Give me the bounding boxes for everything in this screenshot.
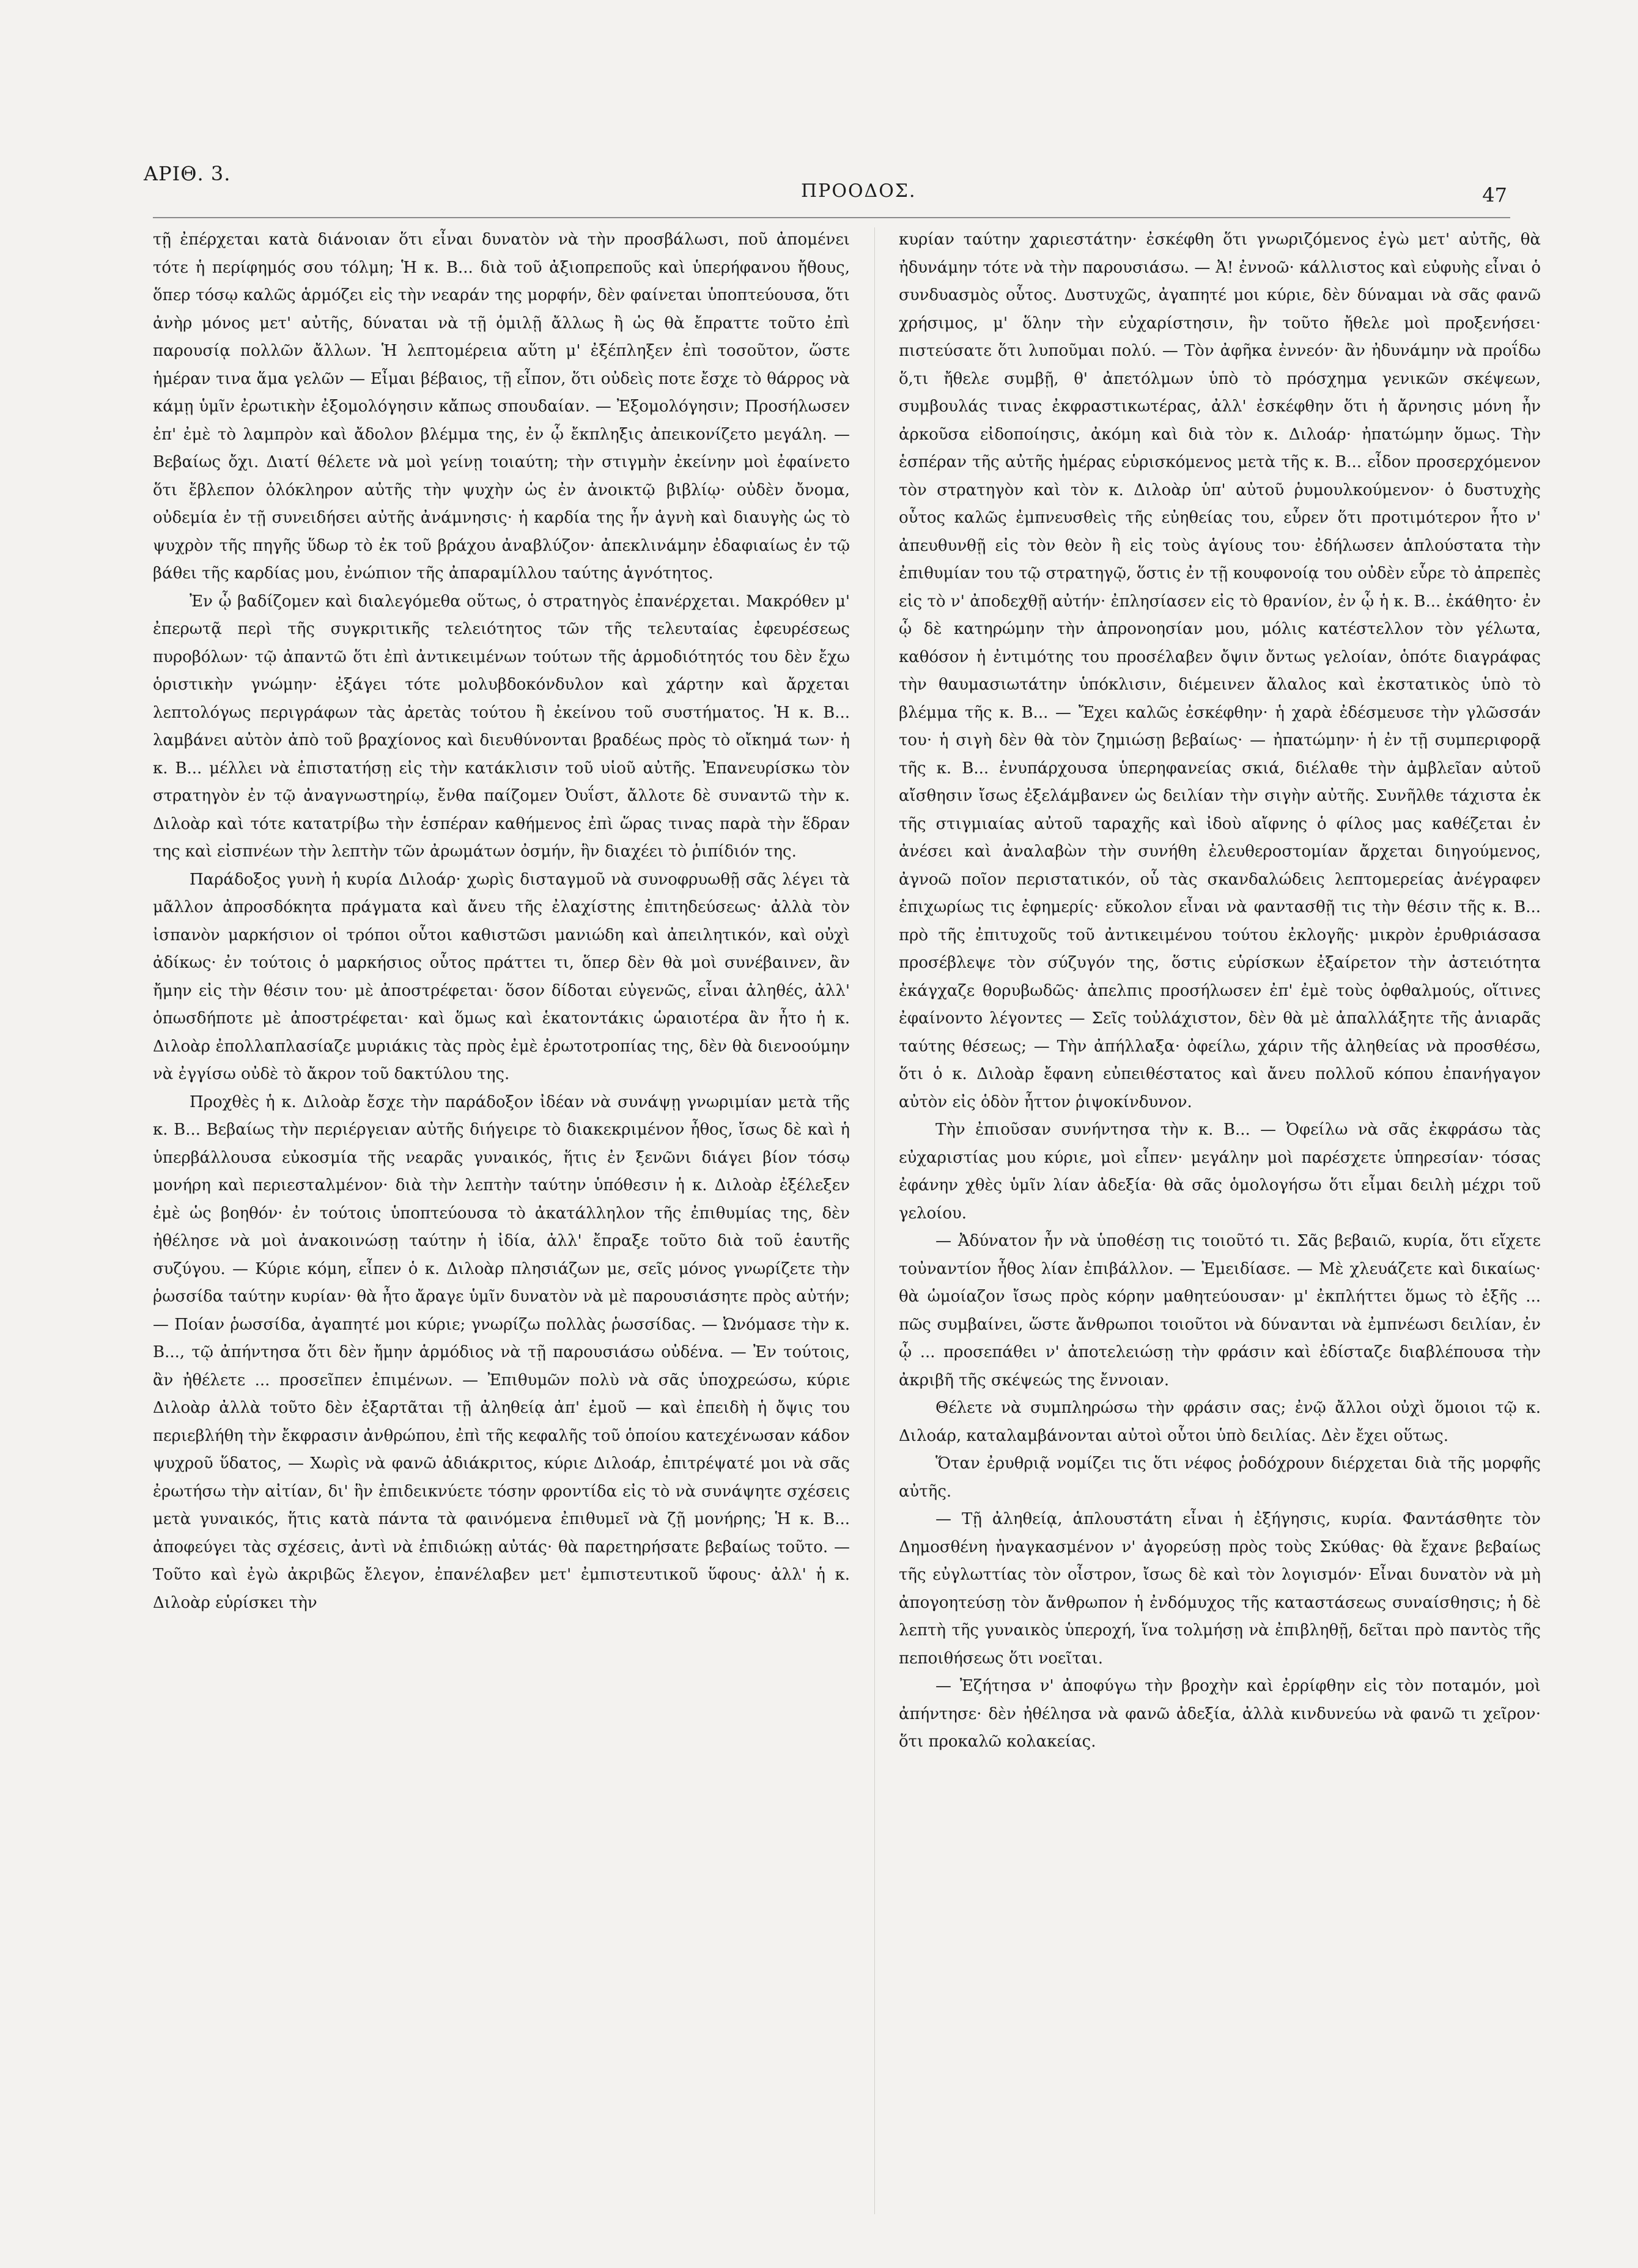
column-divider bbox=[874, 227, 875, 2214]
journal-title: ΠΡΟΟΔΟΣ. bbox=[801, 180, 917, 202]
right-column bbox=[899, 226, 1541, 2213]
left-paragraph-4: Προχθὲς ἡ κ. Διλοὰρ ἔσχε τὴν παράδοξον ἰδέαν νὰ συνάψῃ γνωριμίαν μετὰ τῆς κ. Β... Βεβαίως τὴν περιέργειαν αὐτῆς διήγειρε τὸ διακεκριμένον ἦθος, ἴσως δὲ καὶ ἡ ὑπερβάλλουσα εὐκοσμία τῆς νεαρᾶς γυναικός, ἥτις ἐν ξενῶνι διάγει βίον τόσῳ μονήρη καὶ περιεσταλμένον· διὰ τὴν λεπτὴν ταύτην ὑπόθεσιν ἡ κ. Διλοὰρ ἐξέλεξεν ἐμὲ ὡς βοηθόν· ἐν τούτοις ὑποπτεύουσα τὸ ἀκατάλληλον τῆς ἐπιθυμίας της, δὲν ἠθέλησε νὰ μοὶ ἀνακοινώσῃ ταύτην ἡ ἰδία, ἀλλ' ἔπραξε τοῦτο διὰ τοῦ ἑαυτῆς συζύγου. — Κύριε κόμη, εἶπεν ὁ κ. Διλοὰρ πλησιάζων με, σεῖς μόνος γνωρίζετε τὴν ῥωσσίδα ταύτην κυρίαν· θὰ ἦτο ἄραγε ὑμῖν δυνατὸν νὰ μὲ παρουσιάσητε πρὸς αὐτήν; — Ποίαν ῥωσσίδα, ἀγαπητέ μοι κύριε; γνωρίζω πολλὰς ῥωσσίδας. — Ὠνόμασε τὴν κ. Β..., τῷ ἀπήντησα ὅτι δὲν ἤμην ἁρμόδιος νὰ τῇ παρουσιάσω οὐδένα. — Ἐν τούτοις, ἂν ἠθέλετε ... προσεῖπεν ἐπιμένων. — Ἐπιθυμῶν πολὺ νὰ σᾶς ὑποχρεώσω, κύριε Διλοὰρ ἀλλὰ τοῦτο δὲν ἐξαρτᾶται τῇ ἀληθείᾳ ἀπ' ἐμοῦ — καὶ ἐπειδὴ ἡ ὄψις του περιεβλήθη τὴν ἔκφρασιν ἀνθρώπου, ἐπὶ τῆς κεφαλῆς τοῦ ὁποίου κατεχένωσαν κάδον ψυχροῦ ὕδατος, — Χωρὶς νὰ φανῶ ἀδιάκριτος, κύριε Διλοάρ, ἐπιτρέψατέ μοι νὰ σᾶς ἐρωτήσω τὴν αἰτίαν, δι' ἣν ἐπιδεικνύετε τόσην φροντίδα εἰς τὸ νὰ συνάψητε σχέσεις μετὰ γυναικός, ἥτις κατὰ πάντα τὰ φαινόμενα ἐπιθυμεῖ νὰ ζῇ μονήρης; Ἡ κ. Β... ἀποφεύγει τὰς σχέσεις, ἀντὶ νὰ ἐπιδιώκῃ αὐτάς· θὰ παρετηρήσατε βεβαίως τοῦτο. — Τοῦτο καὶ ἐγὼ ἀκριβῶς ἔλεγον, ἐπανέλαβεν μετ' ἐμπιστευτικοῦ ὕφους· ἀλλ' ἡ κ. Διλοὰρ εὑρίσκει τὴν bbox=[153, 1092, 850, 1612]
right-paragraph-3: — Ἀδύνατον ἦν νὰ ὑποθέσῃ τις τοιοῦτό τι. Σᾶς βεβαιῶ, κυρία, ὅτι εἴχετε τοὐναντίον ἦθος λίαν ἐπιβάλλον. — Ἐμειδίασε. — Μὲ χλευάζετε καὶ δικαίως· θὰ ὡμοίαζον ἴσως πρὸς κόρην μαθητεύουσαν· μ' ἐκπλήττει ὅμως τὸ ἐξῆς ... πῶς συμβαίνει, ὥστε ἄνθρωποι τοιοῦτοι νὰ δύνανται νὰ ἐμπνέωσι δειλίαν, ἐν ᾧ ... προσεπάθει ν' ἀποτελειώσῃ τὴν φράσιν καὶ ἐδίσταζε διαβλέπουσα τὴν ἀκριβῆ τῆς σκέψεώς της ἔννοιαν. bbox=[899, 1232, 1541, 1390]
left-column bbox=[153, 226, 850, 2213]
left-paragraph-1: τῇ ἐπέρχεται κατὰ διάνοιαν ὅτι εἶναι δυνατὸν νὰ τὴν προσβάλωσι, ποῦ ἀπομένει τότε ἡ περίφημός σου τόλμη; Ἡ κ. Β... διὰ τοῦ ἀξιοπρεποῦς καὶ ὑπερήφανου ἤθους, ὅπερ τόσῳ καλῶς ἁρμόζει εἰς τὴν νεαράν της μορφήν, δὲν φαίνεται ὑποπτεύουσα, ὅτι ἀνὴρ μόνος μετ' αὐτῆς, δύναται νὰ τῇ ὁμιλῇ ἄλλως ἢ ὡς θὰ ἔπραττε τοῦτο ἐπὶ παρουσίᾳ πολλῶν ἄλλων. Ἡ λεπτομέρεια αὕτη μ' ἐξέπληξεν ἐπὶ τοσοῦτον, ὥστε ἡμέραν τινα ἅμα γελῶν — Εἶμαι βέβαιος, τῇ εἶπον, ὅτι οὐδεὶς ποτε ἔσχε τὸ θάρρος νὰ κάμῃ ὑμῖν ἐρωτικὴν ἐξομολόγησιν κἄπως σπουδαίαν. — Ἐξομολόγησιν; Προσήλωσεν ἐπ' ἐμὲ τὸ λαμπρὸν καὶ ἄδολον βλέμμα της, ἐν ᾧ ἔκπληξις ἀπεικονίζετο μεγάλη. — Βεβαίως ὄχι. Διατί θέλετε νὰ μοὶ γείνῃ τοιαύτη; τὴν στιγμὴν ἐκείνην μοὶ ἐφαίνετο ὅτι ἔβλεπον ὁλόκληρον αὐτῆς τὴν ψυχὴν ὡς ἐν ἀνοικτῷ βιβλίῳ· οὐδὲν ὄνομα, οὐδεμία ἐν τῇ συνειδήσει αὐτῆς ἀνάμνησις· ἡ καρδία της ἦν ἁγνὴ καὶ διαυγὴς ὡς τὸ ψυχρὸν τῆς πηγῆς ὕδωρ τὸ ἐκ τοῦ βράχου ἀναβλύζον· ἀπεκλινάμην ἐδαφιαίως ἐν τῷ βάθει τῆς καρδίας μου, ἐνώπιον τῆς ἀπαραμίλλου ταύτης ἁγνότητος. bbox=[153, 230, 850, 583]
left-paragraph-3: Παράδοξος γυνὴ ἡ κυρία Διλοάρ· χωρὶς δισταγμοῦ νὰ συνοφρυωθῇ σᾶς λέγει τὰ μᾶλλον ἀπροσδόκητα πράγματα καὶ ἄνευ τῆς ἐλαχίστης ἐπιτηδεύσεως· ἀλλὰ τὸν ἰσπανὸν μαρκήσιον οἱ τρόποι οὗτοι καθιστῶσι μανιώδη καὶ ἀπειλητικόν, καὶ οὐχὶ ἀδίκως· ἐν τούτοις ὁ μαρκήσιος οὗτος πράττει τι, ὅπερ δὲν θὰ μοὶ συνέβαινεν, ἂν ἤμην εἰς τὴν θέσιν του· μὲ ἀποστρέφεται· ὅσον δίδοται εὐγενῶς, εἶναι ἀληθές, ἀλλ' ὁπωσδήποτε μὲ ἀποστρέφεται· καὶ ὅμως καὶ ἑκατοντάκις ὡραιοτέρα ἂν ἦτο ἡ κ. Διλοὰρ ἐπολλαπλασίαζε μυριάκις τὰς πρὸς ἐμὲ ἐρωτοτροπίας της, δὲν θὰ διενοούμην νὰ ἐγγίσω οὐδὲ τὸ ἄκρον τοῦ δακτύλου της. bbox=[153, 870, 850, 1083]
right-paragraph-1: κυρίαν ταύτην χαριεστάτην· ἐσκέφθη ὅτι γνωριζόμενος ἐγὼ μετ' αὐτῆς, θὰ ἠδυνάμην τότε νὰ τὴν παρουσιάσω. — Ἀ! ἐννοῶ· κάλλιστος καὶ εὐφυὴς εἶναι ὁ συνδυασμὸς οὗτος. Δυστυχῶς, ἀγαπητέ μοι κύριε, δὲν δύναμαι νὰ σᾶς φανῶ χρήσιμος, μ' ὅλην τὴν εὐχαρίστησιν, ἣν τοῦτο ἤθελε μοὶ προξενήσει· πιστεύσατε ὅτι λυποῦμαι πολύ. — Τὸν ἀφῆκα ἐννεόν· ἂν ἠδυνάμην νὰ προΐδω ὅ,τι ἤθελε συμβῇ, θ' ἀπετόλμων ὑπὸ τὸ πρόσχημα γενικῶν σκέψεων, συμβουλάς τινας ἐκφραστικωτέρας, ἀλλ' ἐσκέφθην ὅτι ἡ ἄρνησις μόνη ἦν ἀρκοῦσα εἰδοποίησις, ἀκόμη καὶ διὰ τὸν κ. Διλοάρ· ἠπατώμην ὅμως. Τὴν ἑσπέραν τῆς αὐτῆς ἡμέρας εὑρισκόμενος μετὰ τῆς κ. Β... εἶδον προσερχόμενον τὸν στρατηγὸν καὶ τὸν κ. Διλοὰρ ὑπ' αὐτοῦ ῥυμουλκούμενον· ὁ δυστυχὴς οὗτος καλῶς ἐμπνευσθεὶς τῆς εὐηθείας του, εὗρεν ὅτι προτιμότερον ἦτο ν' ἀπευθυνθῇ εἰς τὸν θεὸν ἢ εἰς τοὺς ἁγίους του· ἐδήλωσεν ἁπλούστατα τὴν ἐπιθυμίαν του τῷ στρατηγῷ, ὅστις ἐν τῇ κουφονοίᾳ του οὐδὲν εὗρε τὸ ἀπρεπὲς εἰς τὸ ν' ἀποδεχθῇ αὐτήν· ἐπλησίασεν εἰς τὸ θρανίον, ἐν ᾧ ἡ κ. Β... ἐκάθητο· ἐν ᾧ δὲ κατηρώμην τὴν ἀπρονοησίαν μου, μόλις κατέστελλον τὸν γέλωτα, καθόσον ἡ ἐντιμότης του προσέλαβεν ὄψιν ὄντως γελοίαν, ὁπότε διαγράφας τὴν θαυμασιωτάτην ὑπόκλισιν, διέμεινεν ἄλαλος καὶ ἐκστατικὸς ὑπὸ τὸ βλέμμα τῆς κ. Β... — Ἔχει καλῶς ἐσκέφθην· ἡ χαρὰ ἐδέσμευσε τὴν γλῶσσάν του· ἡ σιγὴ δὲν θὰ τὸν ζημιώσῃ βεβαίως· — ἠπατώμην· ἡ ἐν τῇ συμπεριφορᾷ τῆς κ. Β... ἐνυπάρχουσα ὑπερηφανείας σκιά, διέλαθε τὴν ἀμβλεῖαν αὐτοῦ αἴσθησιν ἴσως ἐξελάμβανεν ὡς δειλίαν τὴν σιγὴν αὐτῆς. Συνῆλθε τάχιστα ἐκ τῆς στιγμιαίας αὐτοῦ ταραχῆς καὶ ἰδοὺ αἴφνης ὁ φίλος μας καθέζεται ἐν ἀνέσει καὶ ἀναλαβὼν τὴν συνήθη ἐλευθεροστομίαν ἄρχεται διηγούμενος, ἀγνοῶ ποῖον περιστατικόν, οὗ τὰς σκανδαλώδεις λεπτομερείας ἀνέγραφεν ἐπιχωρίως τις ἐφημερίς· εὔκολον εἶναι νὰ φαντασθῇ τις τὴν θέσιν τῆς κ. Β... πρὸ τῆς ἐπιτυχοῦς τοῦ ἀντικειμένου τούτου ἐκλογῆς· μικρὸν ἐρυθριάσασα προσέβλεψε τὸν σύζυγόν της, ὅστις εὑρίσκων ἐξαίρετον τὴν ἀστειότητα ἐκάγχαζε θορυβωδῶς· ἀπελπις προσήλωσεν ἐπ' ἐμὲ τοὺς ὀφθαλμούς, οἵτινες ἐφαίνοντο λέγοντες — Σεῖς τοὐλάχιστον, δὲν θὰ μὲ ἀπαλλάξητε τῆς ἀνιαρᾶς ταύτης θέσεως; — Τὴν ἀπήλλαξα· ὀφείλω, χάριν τῆς ἀληθείας νὰ προσθέσω, ὅτι ὁ κ. Διλοὰρ ἔφανη εὐπειθέστατος καὶ ἄνευ πολλοῦ κόπου ἐπανήγαγον αὐτὸν εἰς ὁδὸν ἧττον ῥιψοκίνδυνον. bbox=[899, 230, 1541, 1111]
page-header bbox=[144, 156, 1507, 205]
page-number: 47 bbox=[1482, 183, 1507, 207]
right-paragraph-6: — Τῇ ἀληθείᾳ, ἁπλουστάτη εἶναι ἡ ἐξήγησις, κυρία. Φαντάσθητε τὸν Δημοσθένη ἠναγκασμένον ν' ἀγορεύσῃ πρὸς τοὺς Σκύθας· θὰ ἔχανε βεβαίως τῆς εὐγλωττίας τὸν οἶστρον, ἴσως δὲ καὶ τὸν λογισμόν· Εἶναι δυνατὸν νὰ μὴ ἀπογοητεύσῃ τὸν ἄνθρωπον ἡ ἐνδόμυχος τῆς καταστάσεως συναίσθησις; ἡ δὲ λεπτὴ τῆς γυναικὸς ὑπεροχή, ἵνα τολμήσῃ νὰ ἐπιβληθῇ, δεῖται πρὸ παντὸς τῆς πεποιθήσεως ὅτι νοεῖται. bbox=[899, 1510, 1541, 1668]
right-paragraph-7: — Ἐζήτησα ν' ἀποφύγω τὴν βροχὴν καὶ ἐρρίφθην εἰς τὸν ποταμόν, μοὶ ἀπήντησε· δὲν ἠθέλησα νὰ φανῶ ἀδεξία, ἀλλὰ κινδυνεύω νὰ φανῶ τι χεῖρον· ὅτι προκαλῶ κολακείας. bbox=[899, 1677, 1541, 1751]
right-paragraph-2: Τὴν ἐπιοῦσαν συνήντησα τὴν κ. Β... — Ὀφείλω νὰ σᾶς ἐκφράσω τὰς εὐχαριστίας μου κύριε, μοὶ εἶπεν· μεγάλην μοὶ παρέσχετε ὑπηρεσίαν· τόσας ἐφάνην χθὲς ὑμῖν λίαν ἀδεξία· θὰ σᾶς ὁμολογήσω ὅτι εἶμαι δειλὴ μέχρι τοῦ γελοίου. bbox=[899, 1121, 1541, 1223]
right-paragraph-4: Θέλετε νὰ συμπληρώσω τὴν φράσιν σας; ἐνῷ ἄλλοι οὐχὶ ὅμοιοι τῷ κ. Διλοάρ, καταλαμβάνονται αὐτοὶ οὗτοι ὑπὸ δειλίας. Δὲν ἔχει οὕτως. bbox=[899, 1399, 1541, 1445]
header-rule bbox=[153, 217, 1510, 218]
issue-number: ΑΡΙΘ. 3. bbox=[144, 162, 231, 185]
right-paragraph-5: Ὅταν ἐρυθριᾷ νομίζει τις ὅτι νέφος ῥοδόχρουν διέρχεται διὰ τῆς μορφῆς αὐτῆς. bbox=[899, 1454, 1541, 1501]
left-paragraph-2: Ἐν ᾧ βαδίζομεν καὶ διαλεγόμεθα οὕτως, ὁ στρατηγὸς ἐπανέρχεται. Μακρόθεν μ' ἐπερωτᾷ περὶ τῆς συγκριτικῆς τελειότητος τῶν τῆς τελευταίας ἐφευρέσεως πυροβόλων· τῷ ἀπαντῶ ὅτι ἐπὶ ἀντικειμένων τούτων τῆς ἁρμοδιότητός του δὲν ἔχω ὁριστικὴν γνώμην· ἐξάγει τότε μολυβδοκόνδυλον καὶ χάρτην καὶ ἄρχεται λεπτολόγως περιγράφων τὰς ἀρετὰς τούτου ἢ ἐκείνου τοῦ συστήματος. Ἡ κ. Β... λαμβάνει αὐτὸν ἀπὸ τοῦ βραχίονος καὶ διευθύνονται βραδέως πρὸς τὸ οἴκημά των· ἡ κ. Β... μέλλει νὰ ἐπιστατήσῃ εἰς τὴν κατάκλισιν τοῦ υἱοῦ αὐτῆς. Ἐπανευρίσκω τὸν στρατηγὸν ἐν τῷ ἀναγνωστηρίῳ, ἔνθα παίζομεν Ὀυΐστ, ἄλλοτε δὲ συναντῶ τὴν κ. Διλοὰρ καὶ τότε κατατρίβω τὴν ἑσπέραν καθήμενος ἐπὶ ὥρας τινας παρὰ τὴν ἕδραν της καὶ εἰσπνέων τὴν λεπτὴν τῶν ἀρωμάτων ὀσμήν, ἣν διαχέει τὸ ῥιπίδιόν της. bbox=[153, 592, 850, 861]
